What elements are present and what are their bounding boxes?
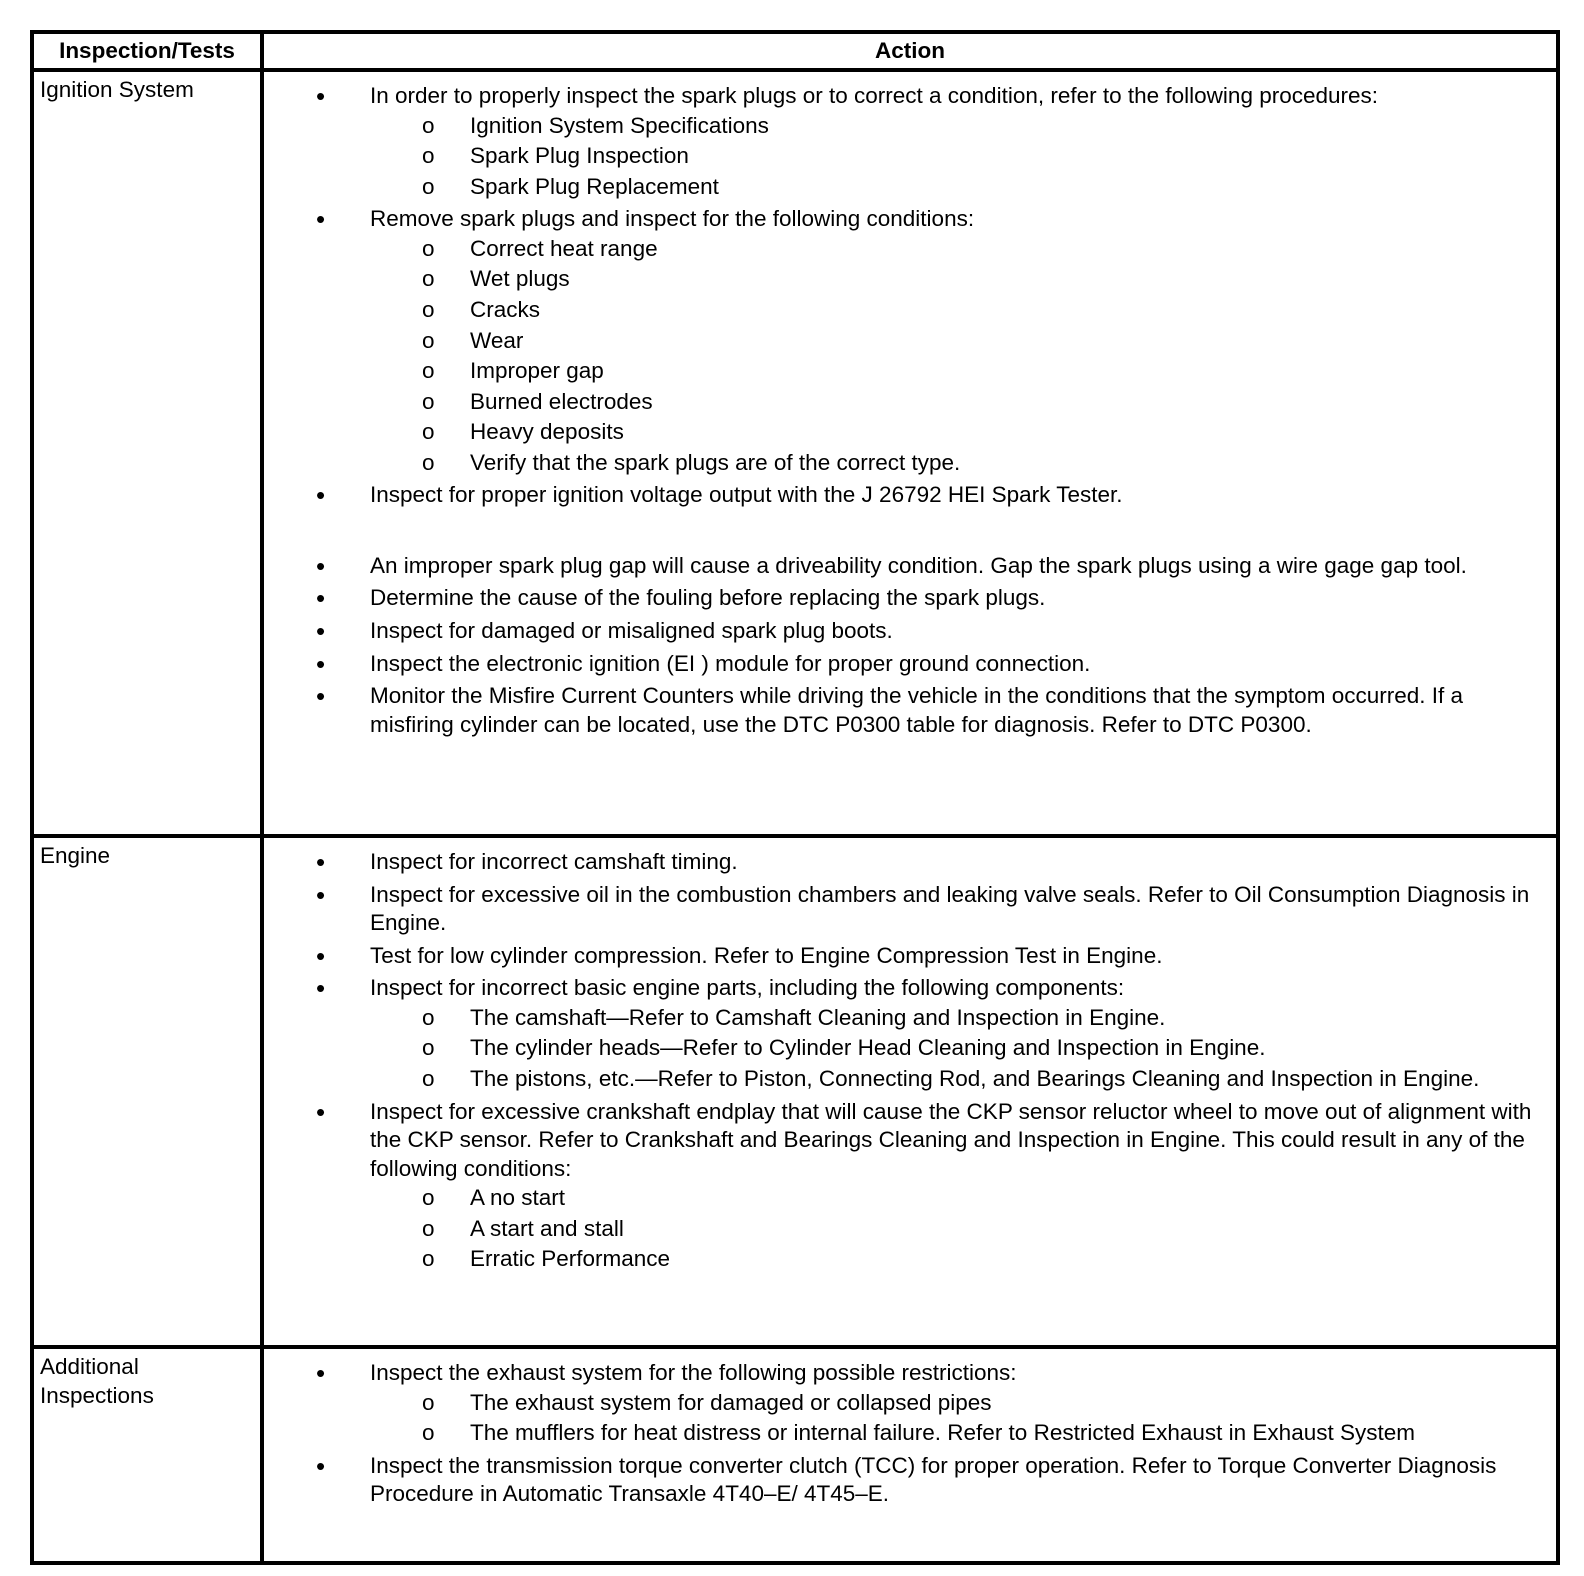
- action-item-text: Inspect for incorrect basic engine parts, including the following components:: [370, 975, 1125, 1001]
- action-item-text: Inspect the transmission torque converter clutch (TCC) for proper operation. Refer to Torque Converter Diagnosis Procedure in Automatic Transaxle 4T40–E/ 4T45–E.: [370, 1452, 1497, 1507]
- category-label: Engine: [32, 836, 262, 1347]
- action-list: [264, 1359, 1548, 1509]
- sub-item: o Correct heat range: [370, 235, 1548, 264]
- sub-item: o Wear: [370, 327, 1548, 356]
- action-item: [264, 848, 1548, 877]
- category-label: Ignition System: [32, 70, 262, 836]
- table-body: [32, 70, 1558, 1563]
- category-label: Additional Inspections: [32, 1347, 262, 1563]
- action-item-text: Test for low cylinder compression. Refer to Engine Compression Test in Engine.: [370, 942, 1163, 968]
- sub-item: o Erratic Performance: [370, 1245, 1548, 1274]
- sub-item: o The cylinder heads—Refer to Cylinder Head Cleaning and Inspection in Engine.: [370, 1034, 1548, 1063]
- sub-list: [370, 1004, 1548, 1094]
- action-item-text: Monitor the Misfire Current Counters while driving the vehicle in the conditions that the symptom occurred. If a misfiring cylinder can be located, use the DTC P0300 table for diagnosis. Refer to DTC P0300.: [370, 683, 1463, 737]
- sub-item: o Cracks: [370, 296, 1548, 325]
- header-action: Action: [262, 32, 1558, 70]
- sub-item: o A start and stall: [370, 1215, 1548, 1244]
- action-item-text: Remove spark plugs and inspect for the following conditions:: [370, 206, 975, 232]
- sub-list: [370, 1389, 1548, 1448]
- action-item-text: Inspect for incorrect camshaft timing.: [370, 849, 738, 874]
- action-item: [264, 205, 1548, 477]
- action-item: [264, 82, 1548, 201]
- sub-item: o Improper gap: [370, 357, 1548, 386]
- action-item: [264, 942, 1548, 971]
- action-item-text: Inspect for excessive oil in the combustion chambers and leaking valve seals. Refer to Oil Consumption Diagnosis in Engine.: [370, 881, 1530, 936]
- sub-list: [370, 235, 1548, 478]
- action-item: [264, 617, 1548, 646]
- sub-item: o The pistons, etc.—Refer to Piston, Connecting Rod, and Bearings Cleaning and Inspection in Engine.: [370, 1065, 1548, 1094]
- action-item-text: Inspect for proper ignition voltage output with the J 26792 HEI Spark Tester.: [370, 482, 1123, 508]
- action-item: [264, 682, 1548, 739]
- row-ignition-system: [32, 70, 1558, 836]
- action-item: [264, 584, 1548, 613]
- sub-item: o Spark Plug Replacement: [370, 173, 1548, 202]
- sub-item: o Heavy deposits: [370, 418, 1548, 447]
- action-item-text: In order to properly inspect the spark plugs or to correct a condition, refer to the following procedures:: [370, 83, 1379, 108]
- action-item: [264, 881, 1548, 938]
- header-inspection-tests: Inspection/Tests: [32, 32, 262, 70]
- action-item: [264, 481, 1548, 510]
- row-engine: [32, 836, 1558, 1347]
- action-cell: [262, 70, 1558, 836]
- action-list: [264, 82, 1548, 739]
- action-cell: [262, 1347, 1558, 1563]
- action-list: [264, 848, 1548, 1274]
- action-item: [264, 1098, 1548, 1274]
- header-row: [32, 32, 1558, 70]
- action-item-text: Inspect for excessive crankshaft endplay that will cause the CKP sensor reluctor wheel to move out of alignment with the CKP sensor. Refer to Crankshaft and Bearings Cleaning and Inspection in Engine. This could result in any of the following conditions:: [370, 1098, 1532, 1181]
- sub-item: o Spark Plug Inspection: [370, 142, 1548, 171]
- action-item: [264, 974, 1548, 1093]
- sub-list: [370, 1184, 1548, 1274]
- sub-item: o Burned electrodes: [370, 388, 1548, 417]
- action-item: [264, 552, 1548, 581]
- sub-list: [370, 112, 1548, 202]
- sub-item: o The exhaust system for damaged or collapsed pipes: [370, 1389, 1548, 1418]
- inspection-table: [30, 30, 1560, 1565]
- action-cell: [262, 836, 1558, 1347]
- sub-item: o Verify that the spark plugs are of the correct type.: [370, 449, 1548, 478]
- action-item-text: Inspect for damaged or misaligned spark plug boots.: [370, 618, 893, 643]
- sub-item: o The camshaft—Refer to Camshaft Cleaning and Inspection in Engine.: [370, 1004, 1548, 1033]
- action-item-text: Inspect the electronic ignition (EI ) module for proper ground connection.: [370, 650, 1091, 676]
- sub-item: o Ignition System Specifications: [370, 112, 1548, 141]
- sub-item: o The mufflers for heat distress or internal failure. Refer to Restricted Exhaust in Exhaust System: [370, 1419, 1548, 1448]
- action-item-text: An improper spark plug gap will cause a driveability condition. Gap the spark plugs using a wire gage gap tool.: [370, 552, 1467, 578]
- action-item: [264, 650, 1548, 679]
- action-item: [264, 1359, 1548, 1448]
- sub-item: o A no start: [370, 1184, 1548, 1213]
- row-additional-inspections: [32, 1347, 1558, 1563]
- action-item-text: Determine the cause of the fouling before replacing the spark plugs.: [370, 585, 1046, 611]
- action-item-text: Inspect the exhaust system for the following possible restrictions:: [370, 1360, 1017, 1385]
- action-item: [264, 1452, 1548, 1509]
- sub-item: o Wet plugs: [370, 265, 1548, 294]
